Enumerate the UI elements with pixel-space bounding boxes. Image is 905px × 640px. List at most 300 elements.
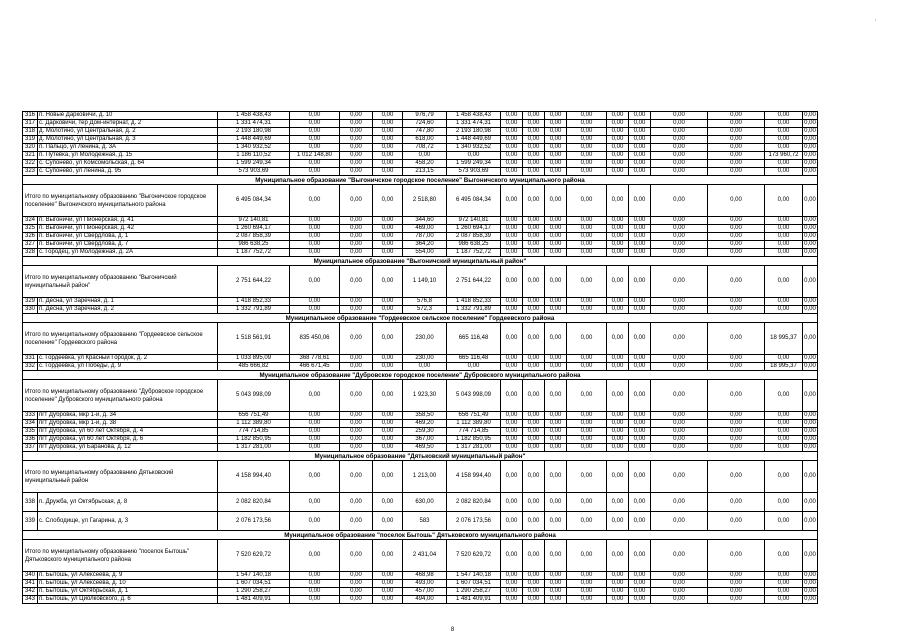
value-cell: 0,00 [629,588,651,596]
value-cell: 0,00 [651,136,708,144]
row-number: 329 [23,298,38,306]
value-cell: 0,00 [501,128,523,136]
value-cell: 0,00 [545,298,567,306]
value-cell: 1 186 110,52 [218,152,290,160]
total-cell: 0,00 [803,323,818,355]
value-cell: 0,00 [373,241,403,249]
value-cell: 0,00 [651,580,708,588]
value-cell: 0,00 [708,596,765,604]
value-cell: 0,00 [373,120,403,128]
value-cell: 0,00 [651,249,708,257]
row-number: 330 [23,306,38,314]
row-number: 340 [23,572,38,580]
value-cell: 0,00 [290,168,340,176]
total-cell: 0,00 [545,540,567,572]
row-number: 334 [23,420,38,428]
value-cell: 0,00 [373,512,403,531]
address-cell: п. Бытошь, ул Алексеева, д. 10 [38,580,218,588]
value-cell: 0,00 [607,152,629,160]
value-cell: 747,80 [403,128,447,136]
total-cell: 2 518,80 [403,185,447,217]
value-cell: 1 418 852,33 [218,298,290,306]
value-cell: 656 751,49 [218,412,290,420]
value-cell: 2 082 820,84 [218,493,290,512]
value-cell: 0,00 [804,420,816,426]
value-cell: 0,00 [545,412,567,420]
value-cell: 0,00 [651,160,708,168]
value-cell: 0,00 [545,355,567,363]
address-cell: пгт Дубровка, ул 60 лет Октября, д. 6 [38,436,218,444]
value-cell: 0,00 [708,412,765,420]
corner-mark: ' [875,20,877,26]
value-cell: 0,00 [629,120,651,128]
value-cell: 0,00 [629,152,651,160]
value-cell: 0,00 [765,128,803,136]
total-cell: 1 923,30 [403,380,447,412]
value-cell: 1 182 850,95 [447,436,501,444]
row-number: 319 [23,136,38,144]
value-cell: 0,00 [290,596,340,604]
value-cell: 0,00 [523,160,545,168]
value-cell: 0,00 [765,112,803,120]
value-cell: 0,00 [629,444,651,452]
value-cell: 0,00 [765,136,803,144]
value-cell: 0,00 [373,306,403,314]
value-cell: 2 076 173,56 [218,512,290,531]
value-cell: 0,00 [373,572,403,580]
value-cell: 0,00 [804,580,816,586]
value-cell: 0,00 [340,152,373,160]
total-cell: 0,00 [629,540,651,572]
table-row [23,120,818,128]
total-cell: 0,00 [545,461,567,493]
total-cell: 0,00 [651,540,708,572]
value-cell: 0,00 [340,241,373,249]
value-cell: 0,00 [765,144,803,152]
value-cell: 0,00 [373,428,403,436]
value-cell: 972 140,81 [218,217,290,225]
value-cell: 0,00 [629,436,651,444]
value-cell: 0,00 [373,136,403,144]
value-cell: 0,00 [340,120,373,128]
row-number: 323 [23,168,38,176]
value-cell: 0,00 [803,512,818,531]
value-cell: 0,00 [804,596,816,602]
total-cell: 0,00 [629,380,651,412]
value-cell: 0,00 [804,363,816,369]
value-cell: 0,00 [804,128,816,134]
value-cell: 0,00 [607,225,629,233]
value-cell: 0,00 [545,225,567,233]
value-cell: 972 140,81 [447,217,501,225]
value-cell: 0,00 [629,493,651,512]
value-cell: 0,00 [373,444,403,452]
address-cell: с. Гордеевка, ул Красный Городок, д. 2 [38,355,218,363]
address-cell: п. Путевка, ул Молодежная, д. 15 [38,152,218,160]
value-cell: 1 418 852,33 [447,298,501,306]
value-cell: 0,00 [629,225,651,233]
table-row [23,152,818,160]
value-cell: 0,00 [607,436,629,444]
value-cell: 0,00 [607,144,629,152]
value-cell: 0,00 [765,588,803,596]
table-row [23,363,818,371]
value-cell: 0,00 [373,596,403,604]
address-cell: п. Новые Дарковичи, д. 10 [38,112,218,120]
table-row [23,241,818,249]
value-cell: 0,00 [567,596,607,604]
value-cell: 986 638,25 [447,241,501,249]
value-cell: 0,00 [629,420,651,428]
total-cell: 1 149,10 [403,266,447,298]
total-cell: 0,00 [651,185,708,217]
value-cell: 0,00 [567,420,607,428]
total-cell: 0,00 [607,380,629,412]
value-cell: 493,00 [403,580,447,588]
total-cell: 18 995,37 [765,323,803,355]
value-cell: 0,00 [290,420,340,428]
value-cell: 0,00 [567,120,607,128]
value-cell: 0,00 [373,436,403,444]
table-row [23,580,818,588]
value-cell: 0,00 [340,217,373,225]
value-cell: 0,00 [629,298,651,306]
value-cell: 0,00 [607,580,629,588]
value-cell: 0,00 [501,420,523,428]
value-cell: 0,00 [765,420,803,428]
value-cell: 0,00 [523,512,545,531]
value-cell: 18 995,37 [765,363,803,371]
value-cell: 2 082 820,84 [447,493,501,512]
total-row [23,185,818,217]
value-cell: 0,00 [804,428,816,434]
value-cell: 0,00 [290,241,340,249]
value-cell: 0,00 [523,306,545,314]
value-cell: 1 331 474,31 [447,120,501,128]
row-number: 343 [23,596,38,604]
total-cell: 7 520 629,72 [447,540,501,572]
total-cell: 0,00 [765,266,803,298]
value-cell: 367,00 [403,436,447,444]
table-row [23,420,818,428]
value-cell: 0,00 [629,112,651,120]
value-cell: 0,00 [804,572,816,578]
value-cell: 0,00 [651,112,708,120]
value-cell: 0,00 [501,168,523,176]
table-row [23,128,818,136]
value-cell: 2 087 858,39 [447,233,501,241]
value-cell: 358,50 [403,412,447,420]
value-cell: 0,00 [804,412,816,418]
value-cell: 0,00 [629,241,651,249]
value-cell: 0,00 [545,436,567,444]
value-cell: 0,00 [765,428,803,436]
value-cell: 1 290 258,27 [447,588,501,596]
value-cell: 708,72 [403,144,447,152]
total-cell: 0,00 [567,461,607,493]
value-cell: 0,00 [629,136,651,144]
value-cell: 0,00 [765,233,803,241]
total-cell: 0,00 [501,540,523,572]
value-cell: 774 714,85 [218,428,290,436]
address-cell: д. Молотино, ул Центральная, д. 2 [38,128,218,136]
value-cell: 0,00 [607,233,629,241]
value-cell: 0,00 [523,588,545,596]
value-cell: 0,00 [708,241,765,249]
total-cell: 0,00 [803,380,818,412]
value-cell: 0,00 [607,168,629,176]
total-cell: 0,00 [545,380,567,412]
value-cell: 618,00 [403,136,447,144]
value-cell: 0,00 [567,233,607,241]
table-row [23,588,818,596]
value-cell: 0,00 [804,306,816,312]
value-cell: 0,00 [447,363,501,371]
address-cell: п. Бытошь, ул Октябрьская, д. 1 [38,588,218,596]
value-cell: 0,00 [708,420,765,428]
total-cell: 0,00 [290,461,340,493]
value-cell: 0,00 [501,412,523,420]
value-cell: 0,00 [290,136,340,144]
address-cell: пгт Дубровка, ул 60 лет Октября, д. 4 [38,428,218,436]
row-number: 333 [23,412,38,420]
value-cell: 0,00 [651,355,708,363]
value-cell: 0,00 [708,355,765,363]
value-cell: 0,00 [708,444,765,452]
value-cell: 0,00 [501,152,523,160]
total-label: Итого по муниципальному образованию Дятьковский муниципальный район [23,461,218,493]
value-cell: 0,00 [765,120,803,128]
value-cell: 0,00 [340,493,373,512]
row-number: 331 [23,355,38,363]
address-cell: с. Супонево, ул Комсомольская, д. 64 [38,160,218,168]
value-cell: 0,00 [765,160,803,168]
value-cell: 0,00 [501,512,523,531]
value-cell: 0,00 [629,596,651,604]
table-row [23,428,818,436]
value-cell: 656 751,49 [447,412,501,420]
row-number: 324 [23,217,38,225]
value-cell: 0,00 [340,225,373,233]
value-cell: 0,00 [651,241,708,249]
value-cell: 0,00 [545,444,567,452]
value-cell: 0,00 [607,412,629,420]
total-cell: 0,00 [803,540,818,572]
total-cell: 0,00 [803,266,818,298]
value-cell: 0,00 [501,233,523,241]
value-cell: 2 087 858,39 [218,233,290,241]
value-cell: 0,00 [804,168,816,174]
total-cell: 0,00 [708,461,765,493]
total-cell: 0,00 [340,540,373,572]
value-cell: 0,00 [629,160,651,168]
value-cell: 0,00 [340,249,373,257]
value-cell: 0,00 [501,493,523,512]
value-cell: 0,00 [708,298,765,306]
value-cell: 0,00 [373,233,403,241]
value-cell: 0,00 [804,436,816,442]
value-cell: 0,00 [567,444,607,452]
total-cell: 0,00 [651,266,708,298]
section-header-row [23,314,818,323]
total-cell: 0,00 [501,185,523,217]
value-cell: 0,00 [765,217,803,225]
total-cell: 0,00 [290,540,340,572]
value-cell: 0,00 [651,298,708,306]
section-title: Муниципальное образование "Гордеевское сельское поселение" Гордеевского района [23,314,818,323]
row-number: 339 [23,512,38,531]
total-cell: 0,00 [607,185,629,217]
value-cell: 0,00 [501,112,523,120]
value-cell: 0,00 [804,112,816,118]
row-number: 320 [23,144,38,152]
value-cell: 0,00 [765,225,803,233]
address-cell: п. Бытошь, ул Алексеева, д. 9 [38,572,218,580]
section-header-row [23,176,818,185]
total-row [23,540,818,572]
value-cell: 0,00 [523,112,545,120]
value-cell: 0,00 [607,363,629,371]
value-cell: 0,00 [607,596,629,604]
value-cell: 1 012 148,80 [290,152,340,160]
row-number: 337 [23,444,38,452]
value-cell: 0,00 [651,144,708,152]
value-cell: 0,00 [804,120,816,126]
value-cell: 1 599 249,34 [218,160,290,168]
value-cell: 0,00 [447,152,501,160]
value-cell: 0,00 [765,493,803,512]
value-cell: 0,00 [651,120,708,128]
total-cell: 0,00 [765,461,803,493]
row-number: 325 [23,225,38,233]
value-cell: 0,00 [567,512,607,531]
value-cell: 0,00 [567,298,607,306]
value-cell: 0,00 [373,588,403,596]
value-cell: 0,00 [607,572,629,580]
table-row [23,160,818,168]
value-cell: 0,00 [804,233,816,239]
value-cell: 0,00 [523,249,545,257]
value-cell: 0,00 [567,112,607,120]
value-cell: 0,00 [765,355,803,363]
value-cell: 0,00 [523,355,545,363]
total-cell: 0,00 [290,185,340,217]
value-cell: 0,00 [545,580,567,588]
value-cell: 1 317 281,00 [447,444,501,452]
total-cell: 230,00 [403,323,447,355]
value-cell: 0,00 [340,596,373,604]
value-cell: 0,00 [523,444,545,452]
value-cell: 0,00 [567,355,607,363]
total-label: Итого по муниципальному образованию "Дубровское городское поселение" Дубровского муниципального района [23,380,218,412]
value-cell: 0,00 [373,112,403,120]
value-cell: 1 260 694,17 [447,225,501,233]
value-cell: 0,00 [567,306,607,314]
total-cell: 0,00 [629,266,651,298]
value-cell: 0,00 [651,493,708,512]
value-cell: 2 076 173,56 [447,512,501,531]
value-cell: 0,00 [523,144,545,152]
value-cell: 0,00 [607,136,629,144]
address-cell: п. Бытошь, ул Циолковского, д. 6 [38,596,218,604]
value-cell: 0,00 [290,493,340,512]
value-cell: 0,00 [545,512,567,531]
value-cell: 1 340 932,52 [447,144,501,152]
value-cell: 0,00 [765,249,803,257]
value-cell: 0,00 [545,596,567,604]
value-cell: 0,00 [290,120,340,128]
table-row [23,217,818,225]
value-cell: 0,00 [545,144,567,152]
register-sheet [22,111,818,604]
total-row [23,323,818,355]
table-row [23,144,818,152]
table-row [23,355,818,363]
value-cell: 0,00 [804,152,816,158]
value-cell: 0,00 [373,128,403,136]
value-cell: 0,00 [501,428,523,436]
value-cell: 173 960,72 [765,152,803,160]
value-cell: 0,00 [804,225,816,231]
value-cell: 0,00 [651,225,708,233]
value-cell: 0,00 [545,306,567,314]
value-cell: 0,00 [651,572,708,580]
value-cell: 0,00 [290,428,340,436]
value-cell: 0,00 [501,588,523,596]
total-cell: 0,00 [373,185,403,217]
value-cell: 1 290 258,27 [218,588,290,596]
value-cell: 458,20 [403,160,447,168]
address-cell: с. Городец, ул Молодежная, д. 2А [38,249,218,257]
total-cell: 0,00 [567,380,607,412]
total-cell: 0,00 [629,461,651,493]
address-cell: с. Супонево, ул Ленина, д. 95 [38,168,218,176]
value-cell: 0,00 [651,420,708,428]
register-table [22,111,818,604]
value-cell: 0,00 [373,363,403,371]
value-cell: 0,00 [373,144,403,152]
value-cell: 0,00 [651,444,708,452]
section-header-row [23,452,818,461]
value-cell: 554,00 [403,249,447,257]
value-cell: 1 332 791,89 [218,306,290,314]
value-cell: 0,00 [523,128,545,136]
value-cell: 0,00 [523,298,545,306]
table-row [23,596,818,604]
value-cell: 0,00 [607,306,629,314]
total-label: Итого по муниципальному образованию "Выгоничское городское поселение" Выгоничского муниципального района [23,185,218,217]
value-cell: 0,00 [523,241,545,249]
value-cell: 1 340 932,52 [218,144,290,152]
value-cell: 0,00 [545,249,567,257]
value-cell: 0,00 [629,572,651,580]
value-cell: 0,00 [567,363,607,371]
total-cell: 6 495 084,34 [447,185,501,217]
total-cell: 0,00 [340,266,373,298]
value-cell: 0,00 [340,512,373,531]
total-cell: 0,00 [373,380,403,412]
total-cell: 0,00 [290,266,340,298]
value-cell: 0,00 [290,233,340,241]
value-cell: 0,00 [373,152,403,160]
row-number: 316 [23,112,38,120]
value-cell: 0,00 [545,128,567,136]
row-number: 317 [23,120,38,128]
value-cell: 0,00 [804,444,816,450]
section-header-row [23,257,818,266]
table-row [23,136,818,144]
value-cell: 0,00 [607,588,629,596]
